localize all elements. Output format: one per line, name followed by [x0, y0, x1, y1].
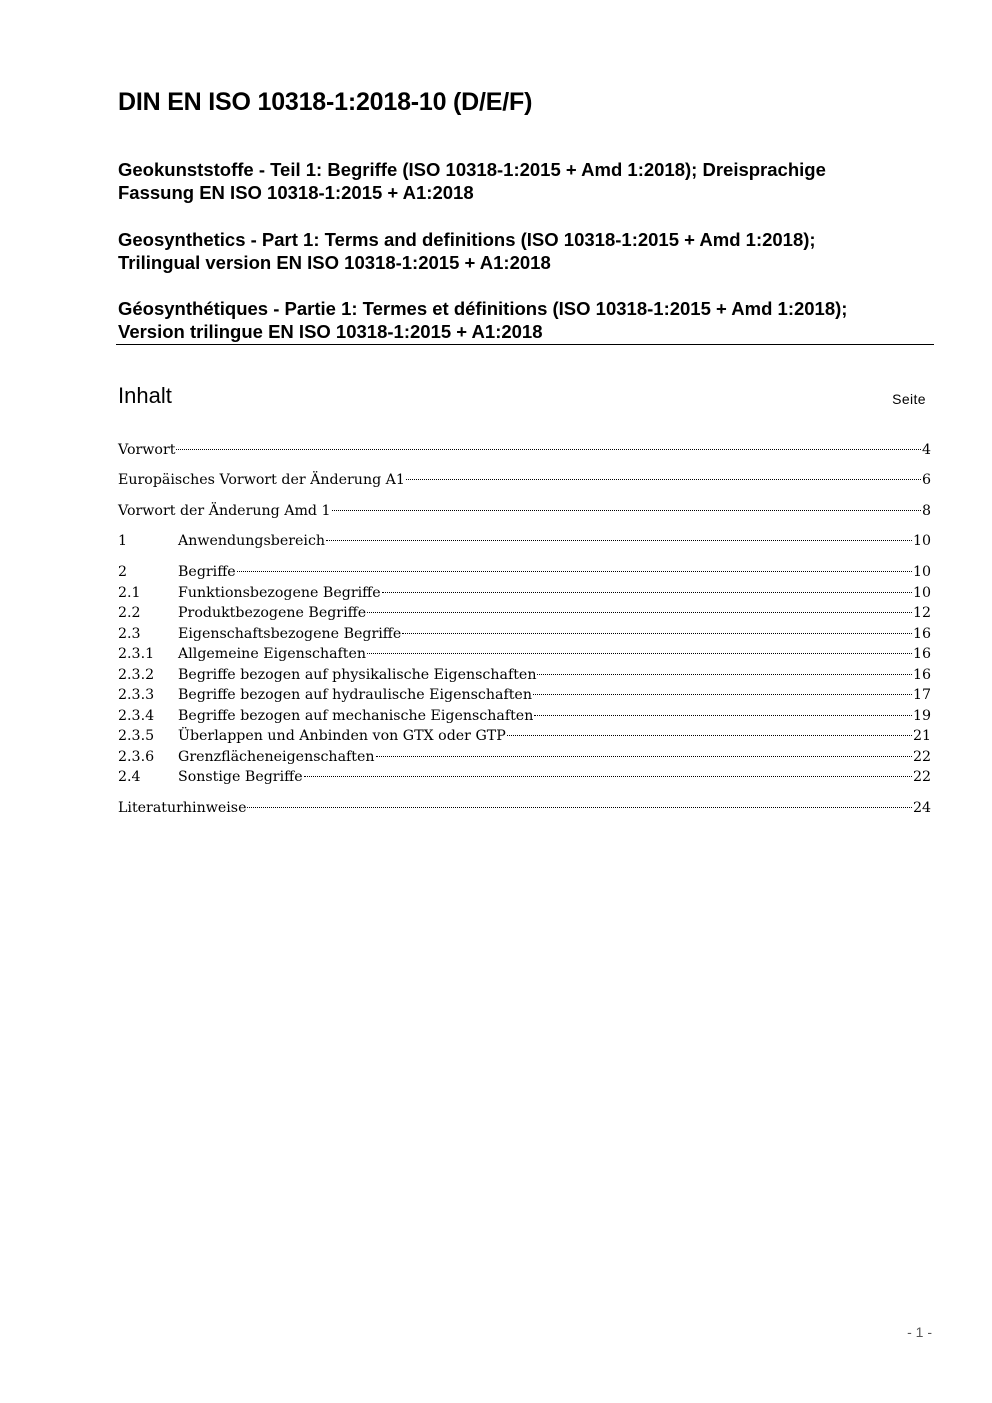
toc-entry-label: Anwendungsbereich — [178, 533, 326, 549]
toc-entry-page: 4 — [921, 442, 931, 458]
toc-dot-leader — [533, 694, 912, 695]
toc-entry-page: 22 — [912, 749, 931, 765]
subtitle-french — [118, 297, 938, 343]
toc-entry-page: 19 — [912, 708, 931, 724]
toc-entry-label: Allgemeine Eigenschaften — [178, 646, 367, 662]
toc-dot-leader — [507, 735, 912, 736]
toc-entry-label: Sonstige Begriffe — [178, 769, 303, 785]
toc-entry-number: 2 — [118, 564, 128, 580]
toc-entry[interactable] — [118, 767, 931, 787]
toc-entry[interactable] — [118, 501, 931, 521]
toc-entry[interactable] — [118, 706, 931, 726]
toc-entry-number: 2.3.5 — [118, 728, 155, 744]
toc-dot-leader — [326, 540, 912, 541]
toc-dot-leader — [332, 510, 921, 511]
toc-dot-leader — [247, 807, 911, 808]
toc-entry-number: 2.3.2 — [118, 667, 155, 683]
toc-dot-leader — [367, 612, 912, 613]
toc-dot-leader — [304, 776, 912, 777]
toc-entry-label: Literaturhinweise — [118, 800, 247, 816]
toc-entry-page: 10 — [912, 564, 931, 580]
toc-dot-leader — [237, 571, 912, 572]
toc-entry[interactable] — [118, 624, 931, 644]
toc-entry-label: Funktionsbezogene Begriffe — [178, 585, 381, 601]
toc-entry-page: 16 — [912, 646, 931, 662]
toc-entry[interactable] — [118, 644, 931, 664]
toc-entry[interactable] — [118, 470, 931, 490]
toc-entry-label: Eigenschaftsbezogene Begriffe — [178, 626, 402, 642]
toc-entry-number: 2.3.3 — [118, 687, 155, 703]
toc-entry-label: Überlappen und Anbinden von GTX oder GTP — [178, 728, 506, 744]
toc-entry[interactable] — [118, 726, 931, 746]
toc-dot-leader — [382, 592, 912, 593]
toc-entry-page: 22 — [912, 769, 931, 785]
document-title: DIN EN ISO 10318-1:2018-10 (D/E/F) — [118, 88, 533, 116]
toc-entry-label: Begriffe bezogen auf hydraulische Eigenschaften — [178, 687, 532, 703]
toc-entry[interactable] — [118, 665, 931, 685]
toc-entry[interactable] — [118, 798, 931, 818]
toc-page-column-label: Seite — [892, 391, 926, 407]
toc-entry-page: 21 — [912, 728, 931, 744]
toc-entry[interactable] — [118, 685, 931, 705]
toc-dot-leader — [402, 633, 912, 634]
toc-dot-leader — [534, 715, 912, 716]
toc-entry-number: 2.3.4 — [118, 708, 155, 724]
toc-entry[interactable] — [118, 531, 931, 551]
toc-entry-page: 12 — [912, 605, 931, 621]
subtitle-german-line-2: Fassung EN ISO 10318-1:2015 + A1:2018 — [118, 182, 474, 203]
toc-entry-label: Begriffe bezogen auf physikalische Eigenschaften — [178, 667, 537, 683]
toc-entry-label: Grenzflächeneigenschaften — [178, 749, 375, 765]
toc-entry-page: 16 — [912, 626, 931, 642]
toc-entry-number: 1 — [118, 533, 128, 549]
toc-entry-label: Produktbezogene Begriffe — [178, 605, 367, 621]
toc-dot-leader — [176, 449, 921, 450]
toc-dot-leader — [406, 479, 921, 480]
toc-entry[interactable] — [118, 583, 931, 603]
subtitle-english-line-1: Geosynthetics - Part 1: Terms and definitions (ISO 10318-1:2015 + Amd 1:2018); — [118, 229, 816, 250]
subtitle-french-line-2: Version trilingue EN ISO 10318-1:2015 + A1:2018 — [118, 321, 543, 342]
title-divider — [116, 344, 934, 345]
subtitle-german-line-1: Geokunststoffe - Teil 1: Begriffe (ISO 10318-1:2015 + Amd 1:2018); Dreisprachige — [118, 159, 826, 180]
subtitle-english — [118, 228, 938, 274]
toc-entry-number: 2.3 — [118, 626, 141, 642]
toc-entry-page: 24 — [912, 800, 931, 816]
toc-entry-number: 2.3.1 — [118, 646, 155, 662]
toc-entry-label: Vorwort der Änderung Amd 1 — [118, 503, 331, 519]
toc-entry-page: 10 — [912, 585, 931, 601]
toc-heading: Inhalt — [118, 383, 172, 408]
page-number: - 1 - — [907, 1324, 932, 1340]
toc-entry-number: 2.4 — [118, 769, 141, 785]
toc-dot-leader — [367, 653, 912, 654]
toc-entry-label: Begriffe bezogen auf mechanische Eigenschaften — [178, 708, 534, 724]
toc-entry-number: 2.3.6 — [118, 749, 155, 765]
toc-entry-page: 16 — [912, 667, 931, 683]
toc-entry-label: Begriffe — [178, 564, 236, 580]
toc-entry-page: 8 — [921, 503, 931, 519]
toc-entry[interactable] — [118, 562, 931, 582]
toc-entry-page: 6 — [921, 472, 931, 488]
toc-entry-page: 17 — [912, 687, 931, 703]
toc-dot-leader — [537, 674, 911, 675]
toc-entry-number: 2.2 — [118, 605, 141, 621]
subtitle-english-line-2: Trilingual version EN ISO 10318-1:2015 + A1:2018 — [118, 252, 551, 273]
toc-entry-label: Vorwort — [118, 442, 176, 458]
toc-entry[interactable] — [118, 603, 931, 623]
toc-entry[interactable] — [118, 440, 931, 460]
toc-dot-leader — [376, 756, 912, 757]
toc-entry-number: 2.1 — [118, 585, 141, 601]
subtitle-german — [118, 158, 938, 204]
toc-entry[interactable] — [118, 747, 931, 767]
toc-entry-label: Europäisches Vorwort der Änderung A1 — [118, 472, 405, 488]
toc-entry-page: 10 — [912, 533, 931, 549]
subtitle-french-line-1: Géosynthétiques - Partie 1: Termes et définitions (ISO 10318-1:2015 + Amd 1:2018); — [118, 298, 848, 319]
